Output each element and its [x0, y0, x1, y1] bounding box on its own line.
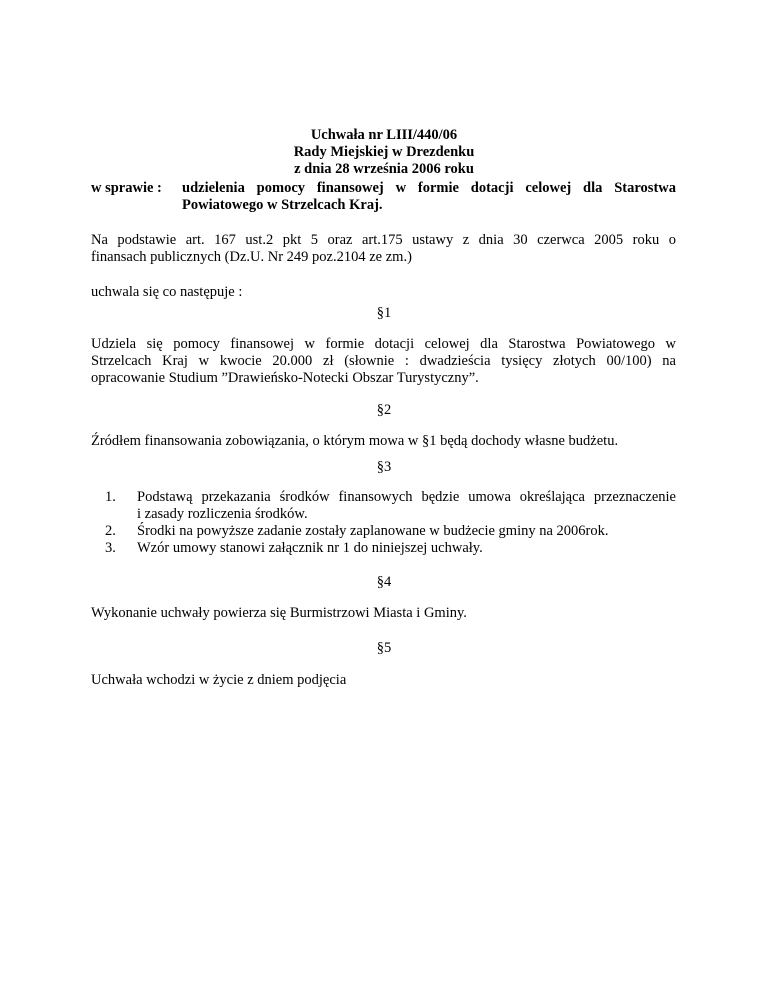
section-mark-2: §2	[376, 402, 392, 418]
list-item-text: Środki na powyższe zadanie zostały zaplanowane w budżecie gminy na 2006rok.	[137, 523, 609, 539]
section-1-paragraph	[91, 336, 676, 387]
list-item-text: i zasady rozliczenia środków.	[137, 506, 308, 522]
document-header	[0, 127, 768, 178]
list-item-number: 3.	[105, 540, 116, 556]
section-mark-1: §1	[376, 305, 392, 321]
paragraph-line: opracowanie Studium ”Drawieńsko-Notecki Obszar Turystyczny”.	[91, 370, 479, 386]
list-item	[105, 523, 676, 540]
section-4-paragraph: Wykonanie uchwały powierza się Burmistrzowi Miasta i Gminy.	[91, 605, 467, 621]
paragraph-line: Strzelcach Kraj w kwocie 20.000 zł (słownie : dwadzieścia tysięcy złotych 00/100) na	[91, 353, 676, 369]
list-item-text: Wzór umowy stanowi załącznik nr 1 do niniejszej uchwały.	[137, 540, 483, 556]
section-mark-3: §3	[376, 459, 392, 475]
legal-basis-paragraph	[91, 232, 676, 266]
section-5-paragraph: Uchwała wchodzi w życie z dniem podjęcia	[91, 672, 347, 688]
section-mark-5: §5	[376, 640, 392, 656]
paragraph-line: finansach publicznych (Dz.U. Nr 249 poz.2104 ze zm.)	[91, 249, 412, 265]
resolution-number: Uchwała nr LIII/440/06	[310, 127, 458, 143]
resolves-text: uchwala się co następuje :	[91, 284, 243, 300]
subject-label: w sprawie :	[91, 180, 162, 196]
list-item	[105, 489, 676, 523]
subject-line: Powiatowego w Strzelcach Kraj.	[182, 197, 383, 213]
list-item	[105, 540, 676, 557]
list-item-number: 1.	[105, 489, 116, 505]
paragraph-line: Udziela się pomocy finansowej w formie dotacji celowej dla Starostwa Powiatowego w	[91, 336, 676, 352]
subject-text	[182, 180, 676, 214]
resolution-date: z dnia 28 września 2006 roku	[294, 161, 474, 177]
list-item-number: 2.	[105, 523, 116, 539]
subject-line: udzielenia pomocy finansowej w formie dotacji celowej dla Starostwa	[182, 180, 676, 196]
section-3-list	[105, 489, 676, 557]
section-2-paragraph: Źródłem finansowania zobowiązania, o którym mowa w §1 będą dochody własne budżetu.	[91, 433, 619, 449]
council-name: Rady Miejskiej w Drezdenku	[293, 144, 475, 160]
paragraph-line: Na podstawie art. 167 ust.2 pkt 5 oraz art.175 ustawy z dnia 30 czerwca 2005 roku o	[91, 232, 676, 248]
section-mark-4: §4	[376, 574, 392, 590]
list-item-text: Podstawą przekazania środków finansowych będzie umowa określająca przeznaczenie	[137, 489, 676, 505]
